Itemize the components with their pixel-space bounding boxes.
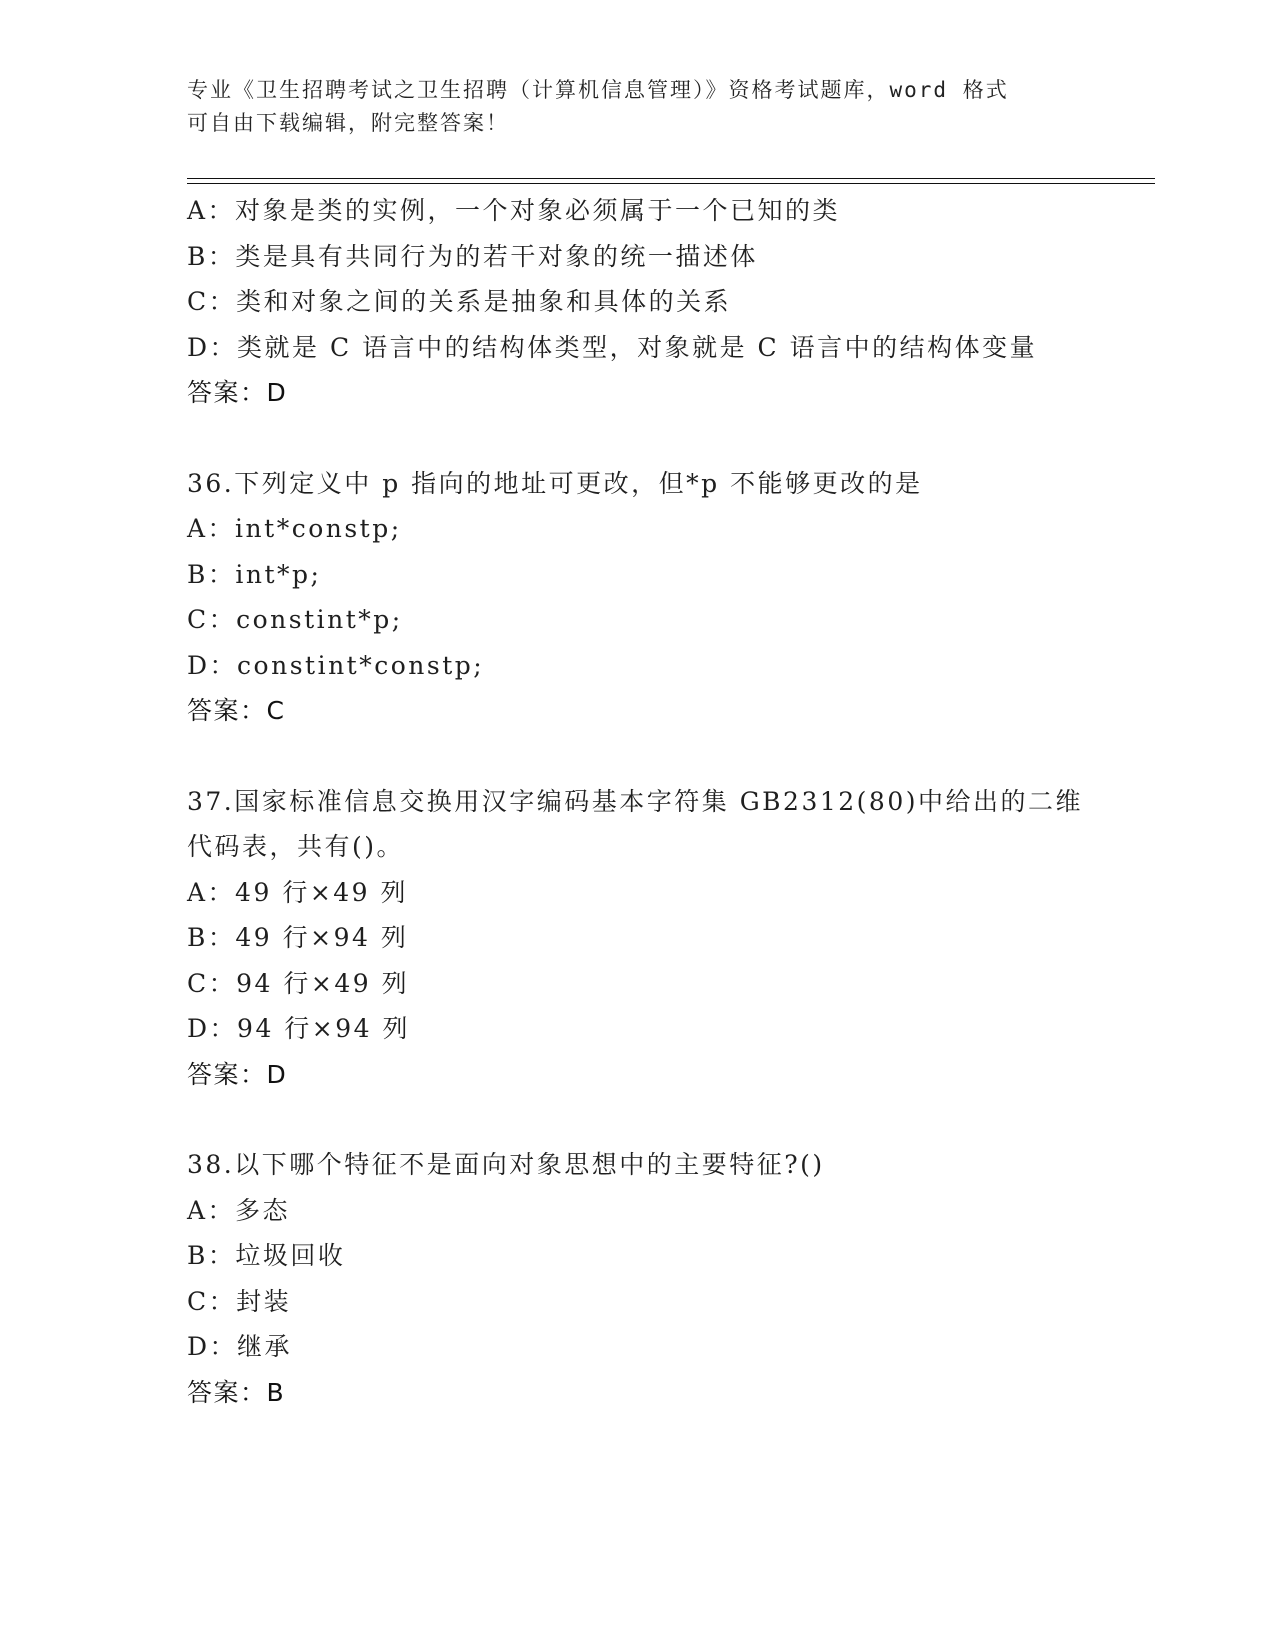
answer-label: 答案：D (187, 378, 288, 407)
spacer (187, 1097, 1147, 1142)
question-37-block (187, 779, 1147, 1098)
answer-label: 答案：B (187, 1377, 286, 1407)
question-35-block (187, 188, 1147, 416)
answer-label: 答案：D (187, 1059, 288, 1089)
header-divider-bottom (187, 183, 1155, 184)
option-d: D：constint*constp; (187, 650, 485, 680)
header-divider-top (187, 178, 1155, 179)
question-list (187, 188, 1147, 1415)
option-b: B：int*p; (187, 559, 322, 589)
option-b: B：类是具有共同行为的若干对象的统一描述体 (187, 241, 758, 271)
question-text: 36.下列定义中 p 指向的地址可更改，但*p 不能够更改的是 (187, 468, 923, 498)
spacer (187, 734, 1147, 779)
option-b: B：49 行×94 列 (187, 923, 409, 952)
header-line-2: 可自由下载编辑，附完整答案！ (187, 111, 509, 135)
question-36-block (187, 461, 1147, 734)
option-d: D：类就是 C 语言中的结构体类型，对象就是 C 语言中的结构体变量 (187, 332, 1038, 362)
option-c: C：94 行×49 列 (187, 968, 410, 998)
option-c: C：类和对象之间的关系是抽象和具体的关系 (187, 287, 732, 316)
option-a: A：int*constp; (187, 514, 402, 543)
answer-label: 答案：C (187, 696, 286, 725)
option-a: A：49 行×49 列 (187, 877, 409, 907)
question-38-block (187, 1142, 1147, 1415)
spacer (187, 416, 1147, 461)
option-a: A：对象是类的实例，一个对象必须属于一个已知的类 (187, 196, 841, 225)
question-text: 38.以下哪个特征不是面向对象思想中的主要特征?() (187, 1150, 825, 1179)
header-line-1: 专业《卫生招聘考试之卫生招聘（计算机信息管理）》资格考试题库，word 格式 (187, 78, 1009, 102)
document-header (187, 74, 1087, 140)
option-d: D：94 行×94 列 (187, 1014, 411, 1043)
question-text: 37.国家标准信息交换用汉字编码基本字符集 GB2312(80)中给出的二维 (187, 786, 1083, 816)
option-b: B：垃圾回收 (187, 1241, 346, 1270)
option-c: C：constint*p; (187, 605, 403, 634)
option-d: D：继承 (187, 1332, 293, 1361)
question-text-continued: 代码表，共有()。 (187, 832, 405, 861)
option-c: C：封装 (187, 1286, 292, 1316)
option-a: A：多态 (187, 1195, 291, 1225)
